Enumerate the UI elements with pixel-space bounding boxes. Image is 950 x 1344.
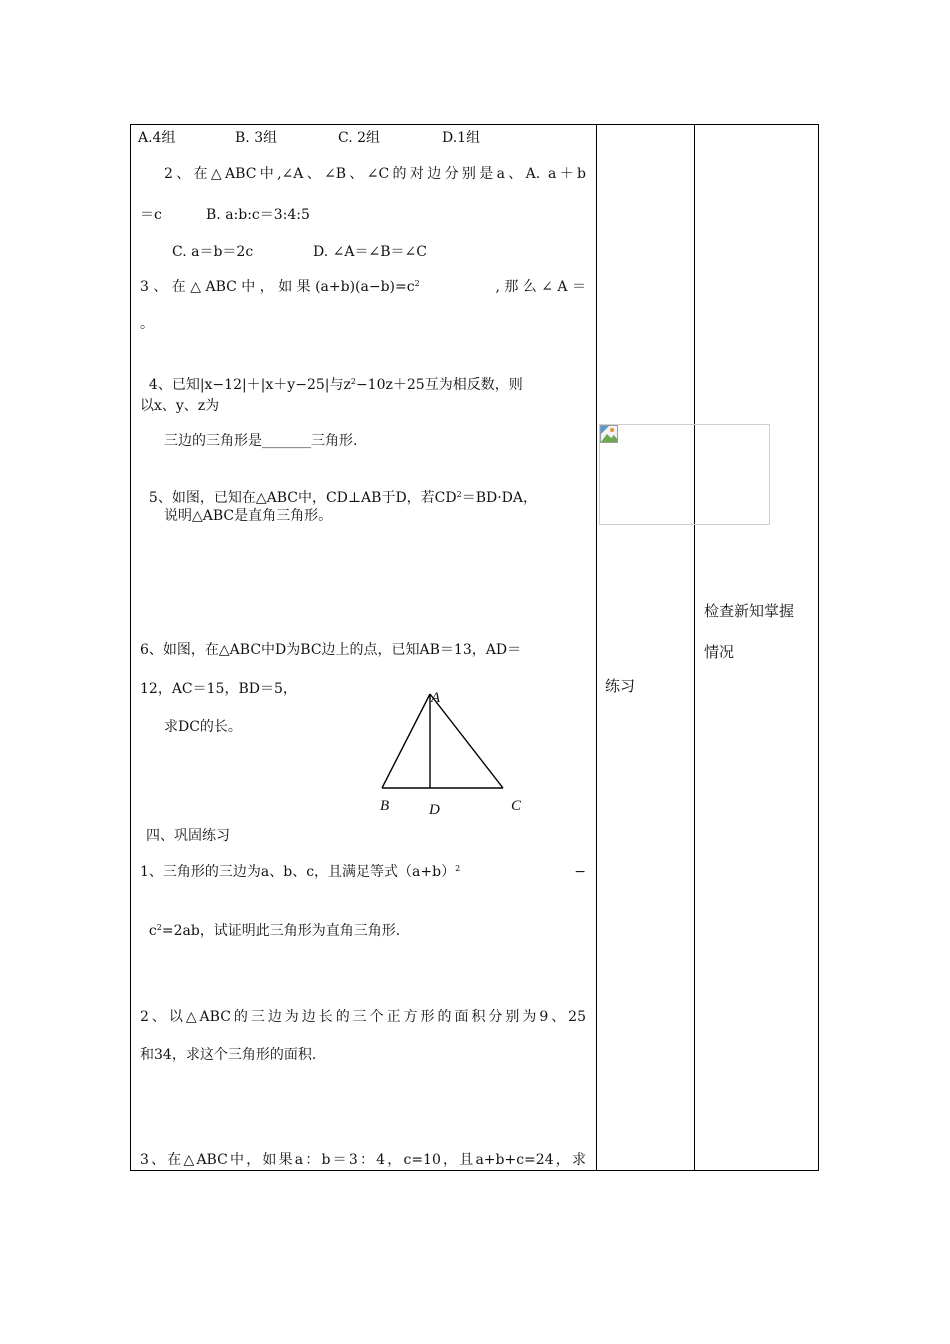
q1-option-a: A.4组 (138, 130, 176, 146)
side-ac (430, 694, 503, 788)
q5-text-pre: 5、如图，已知在△ABC中，CD⊥AB于D，若CD (148, 490, 457, 506)
q5-line2: 说明△ABC是直角三角形。 (164, 508, 333, 524)
column-divider (694, 125, 695, 1170)
q5-line1 (140, 468, 537, 508)
q3-text-pre: 3 、 在 △ ABC 中 ， 如 果 (a+b)(a−b)=c (140, 279, 415, 295)
q3-line2: 。 (140, 316, 154, 332)
exercise1-line2-superscript: 2 (156, 923, 162, 932)
q4-text-post: −10z＋25互为相反数，则 (355, 377, 523, 393)
q4-text-pre: 4、已知|x−12|＋|x＋y−25|与z (148, 377, 351, 393)
side-ab (382, 694, 430, 788)
q4-line1 (140, 355, 523, 395)
triangle-diagram (370, 684, 530, 824)
q2-option-c: C. a＝b＝2c (172, 244, 254, 260)
q4-line3: 三边的三角形是_______三角形. (164, 433, 358, 449)
q4-line2: 以x、y、z为 (140, 398, 220, 414)
q3-text-post: , 那 么 ∠ A ＝ (495, 279, 586, 295)
q2-line2-eq: ＝c (140, 207, 162, 223)
q2-option-d: D. ∠A＝∠B＝∠C (313, 244, 427, 260)
exercise1-text-pre: 1、三角形的三边为a、b、c，且满足等式（a+b） (140, 864, 456, 880)
q2-option-b: B. a:b:c＝3:4:5 (206, 207, 310, 223)
exercise1-line2-pre: c (148, 923, 157, 939)
triangle-figure (370, 684, 530, 828)
exercise1-text-post: − (574, 864, 586, 880)
activity-label: 练习 (605, 677, 636, 695)
q6-line2: 12，AC＝15，BD＝5， (140, 681, 297, 697)
q1-option-c: C. 2组 (338, 130, 381, 146)
image-placeholder (599, 424, 770, 525)
q5-text-post: ＝BD·DA， (461, 490, 538, 506)
q4-superscript: 2 (350, 377, 356, 386)
section-heading: 四、巩固练习 (146, 828, 230, 844)
exercise1-superscript: 2 (455, 864, 461, 873)
q1-option-b: B. 3组 (235, 130, 278, 146)
vertex-label-a: A (431, 690, 441, 706)
vertex-label-c: C (511, 798, 522, 814)
q1-option-d: D.1组 (442, 130, 481, 146)
exercise2-line2: 和34，求这个三角形的面积. (140, 1047, 317, 1063)
vertex-label-d: D (429, 802, 440, 818)
column-divider (596, 125, 597, 1170)
broken-image-icon (600, 425, 618, 443)
q3-line1 (140, 277, 586, 297)
purpose-line1: 检查新知掌握 (704, 602, 795, 620)
q6-line1: 6、如图，在△ABC中D为BC边上的点，已知AB＝13，AD＝ (140, 642, 522, 658)
q5-superscript: 2 (456, 490, 462, 499)
q2-line1: 2、在△ABC中,∠A、∠B、∠C的对边分别是a、A. a＋b (164, 166, 586, 182)
exercise1-line2 (140, 901, 400, 941)
vertex-label-b: B (380, 798, 390, 814)
exercise2-line1: 2、以△ABC的三边为边长的三个正方形的面积分别为9、25 (140, 1009, 586, 1025)
q6-line3: 求DC的长。 (164, 719, 242, 735)
purpose-line2: 情况 (704, 643, 735, 661)
q3-superscript: 2 (414, 279, 420, 288)
exercise1-line2-post: =2ab，试证明此三角形为直角三角形. (161, 923, 401, 939)
exercise1-line1 (140, 862, 586, 882)
exercise3-line1: 3、在△ABC中，如果a：b＝3：4，c=10，且a+b+c=24，求 (140, 1152, 586, 1168)
